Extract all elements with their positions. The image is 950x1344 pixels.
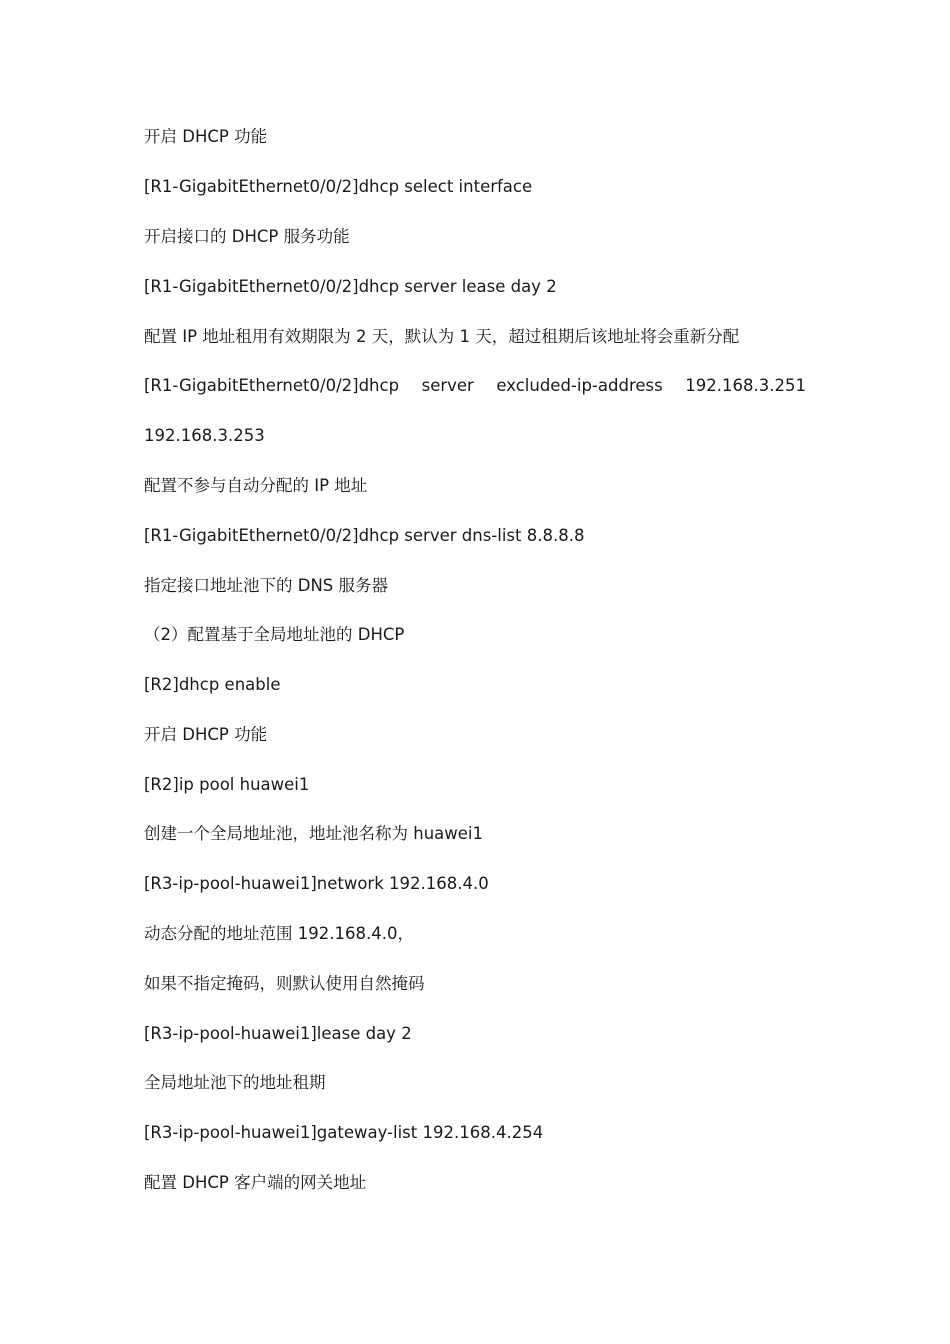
command-line: [R3-ip-pool-huawei1]lease day 2	[144, 1024, 412, 1043]
command-segment: 192.168.3.251	[685, 376, 806, 395]
text-line: 如果不指定掩码，则默认使用自然掩码	[144, 974, 425, 993]
command-segment: server	[421, 376, 474, 395]
command-line: [R1-GigabitEthernet0/0/2]dhcp server dns-list 8.8.8.8	[144, 526, 585, 545]
text-line: 创建一个全局地址池，地址池名称为 huawei1	[144, 824, 483, 843]
command-segment: excluded-ip-address	[496, 376, 663, 395]
command-line: [R3-ip-pool-huawei1]network 192.168.4.0	[144, 874, 489, 893]
command-line: [R1-GigabitEthernet0/0/2]dhcp server lease day 2	[144, 277, 557, 296]
text-line: 全局地址池下的地址租期	[144, 1073, 326, 1092]
command-continuation: 192.168.3.253	[144, 426, 265, 445]
command-line: [R2]ip pool huawei1	[144, 775, 310, 794]
text-line: 开启 DHCP 功能	[144, 725, 268, 744]
command-line-justified	[144, 375, 806, 397]
text-line: 动态分配的地址范围 192.168.4.0，	[144, 924, 414, 943]
command-line: [R2]dhcp enable	[144, 675, 281, 694]
section-heading: （2）配置基于全局地址池的 DHCP	[144, 625, 405, 644]
text-line: 配置不参与自动分配的 IP 地址	[144, 476, 368, 495]
command-segment: [R1-GigabitEthernet0/0/2]dhcp	[144, 376, 400, 395]
text-line: 开启 DHCP 功能	[144, 127, 268, 146]
text-line: 指定接口地址池下的 DNS 服务器	[144, 576, 389, 595]
text-line: 配置 IP 地址租用有效期限为 2 天，默认为 1 天，超过租期后该地址将会重新分配	[144, 327, 740, 346]
text-line: 开启接口的 DHCP 服务功能	[144, 227, 350, 246]
command-line: [R1-GigabitEthernet0/0/2]dhcp select interface	[144, 177, 533, 196]
text-line: 配置 DHCP 客户端的网关地址	[144, 1173, 367, 1192]
command-line: [R3-ip-pool-huawei1]gateway-list 192.168.4.254	[144, 1123, 544, 1142]
